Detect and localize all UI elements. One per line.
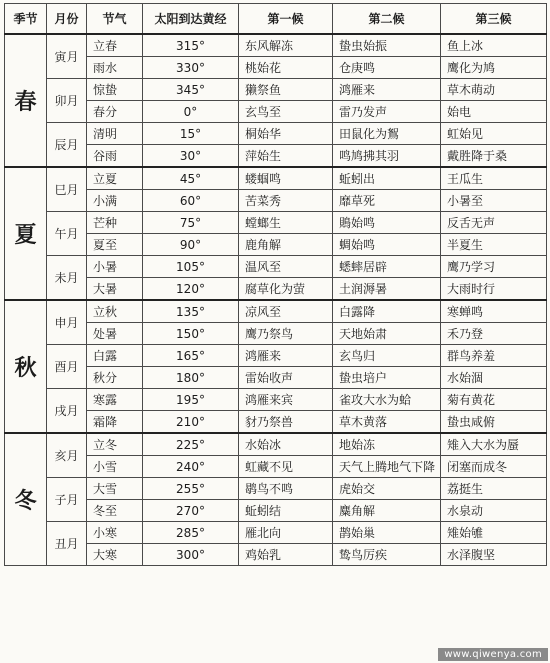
first-pentad-cell: 鹖鸟不鸣 [239,478,333,500]
second-pentad-cell: 雀攻大水为蛤 [333,389,441,411]
third-pentad-cell: 虹始见 [441,123,547,145]
third-pentad-cell: 菊有黄花 [441,389,547,411]
third-pentad-cell: 鱼上冰 [441,34,547,57]
term-cell: 大雪 [87,478,143,500]
third-pentad-cell: 始电 [441,101,547,123]
second-pentad-cell: 草木黄落 [333,411,441,434]
header-term: 节气 [87,4,143,35]
first-pentad-cell: 鸿雁来宾 [239,389,333,411]
third-pentad-cell: 禾乃登 [441,323,547,345]
longitude-cell: 315° [143,34,239,57]
term-cell: 谷雨 [87,145,143,168]
first-pentad-cell: 玄鸟至 [239,101,333,123]
first-pentad-cell: 蚯蚓结 [239,500,333,522]
solar-terms-table [4,3,547,566]
term-cell: 夏至 [87,234,143,256]
term-cell: 雨水 [87,57,143,79]
term-cell: 秋分 [87,367,143,389]
third-pentad-cell: 反舌无声 [441,212,547,234]
second-pentad-cell: 蛰虫始振 [333,34,441,57]
first-pentad-cell: 獭祭鱼 [239,79,333,101]
longitude-cell: 60° [143,190,239,212]
table-row [5,79,547,101]
second-pentad-cell: 白露降 [333,300,441,323]
table-row [5,456,547,478]
month-cell: 子月 [47,478,87,522]
longitude-cell: 300° [143,544,239,566]
third-pentad-cell: 大雨时行 [441,278,547,301]
first-pentad-cell: 螳螂生 [239,212,333,234]
month-cell: 戌月 [47,389,87,434]
term-cell: 清明 [87,123,143,145]
first-pentad-cell: 雁北向 [239,522,333,544]
longitude-cell: 0° [143,101,239,123]
table-row [5,544,547,566]
site-watermark: www.qiwenya.com [438,648,548,661]
longitude-cell: 330° [143,57,239,79]
third-pentad-cell: 半夏生 [441,234,547,256]
table-row [5,57,547,79]
second-pentad-cell: 鹊始巢 [333,522,441,544]
term-cell: 冬至 [87,500,143,522]
second-pentad-cell: 蛰虫培户 [333,367,441,389]
third-pentad-cell: 王瓜生 [441,167,547,190]
table-row [5,389,547,411]
first-pentad-cell: 东风解冻 [239,34,333,57]
second-pentad-cell: 鸣鸠拂其羽 [333,145,441,168]
term-cell: 小满 [87,190,143,212]
second-pentad-cell: 鸷鸟厉疾 [333,544,441,566]
first-pentad-cell: 水始冰 [239,433,333,456]
first-pentad-cell: 鸡始乳 [239,544,333,566]
third-pentad-cell: 闭塞而成冬 [441,456,547,478]
month-cell: 辰月 [47,123,87,168]
second-pentad-cell: 地始冻 [333,433,441,456]
month-cell: 午月 [47,212,87,256]
table-row [5,190,547,212]
table-row [5,300,547,323]
longitude-cell: 240° [143,456,239,478]
term-cell: 小暑 [87,256,143,278]
second-pentad-cell: 天气上腾地气下降 [333,456,441,478]
first-pentad-cell: 凉风至 [239,300,333,323]
term-cell: 春分 [87,101,143,123]
table-row [5,433,547,456]
first-pentad-cell: 萍始生 [239,145,333,168]
longitude-cell: 165° [143,345,239,367]
first-pentad-cell: 豺乃祭兽 [239,411,333,434]
term-cell: 惊蛰 [87,79,143,101]
third-pentad-cell: 寒蝉鸣 [441,300,547,323]
third-pentad-cell: 蛰虫咸俯 [441,411,547,434]
term-cell: 白露 [87,345,143,367]
season-cell: 春 [5,34,47,167]
season-cell: 夏 [5,167,47,300]
third-pentad-cell: 鹰化为鸠 [441,57,547,79]
longitude-cell: 120° [143,278,239,301]
second-pentad-cell: 麋角解 [333,500,441,522]
first-pentad-cell: 鹰乃祭鸟 [239,323,333,345]
second-pentad-cell: 田鼠化为鴽 [333,123,441,145]
table-row [5,278,547,301]
table-row [5,478,547,500]
month-cell: 酉月 [47,345,87,389]
table-body [5,34,547,566]
longitude-cell: 210° [143,411,239,434]
term-cell: 霜降 [87,411,143,434]
table-row [5,101,547,123]
second-pentad-cell: 土润溽暑 [333,278,441,301]
second-pentad-cell: 蚯蚓出 [333,167,441,190]
table-row [5,500,547,522]
second-pentad-cell: 玄鸟归 [333,345,441,367]
longitude-cell: 195° [143,389,239,411]
first-pentad-cell: 鸿雁来 [239,345,333,367]
third-pentad-cell: 群鸟养羞 [441,345,547,367]
month-cell: 未月 [47,256,87,301]
term-cell: 寒露 [87,389,143,411]
third-pentad-cell: 小暑至 [441,190,547,212]
table-row [5,34,547,57]
first-pentad-cell: 桃始花 [239,57,333,79]
second-pentad-cell: 虎始交 [333,478,441,500]
term-cell: 立春 [87,34,143,57]
header-month: 月份 [47,4,87,35]
month-cell: 巳月 [47,167,87,212]
third-pentad-cell: 水始涸 [441,367,547,389]
second-pentad-cell: 蜩始鸣 [333,234,441,256]
first-pentad-cell: 鹿角解 [239,234,333,256]
table-row [5,411,547,434]
longitude-cell: 180° [143,367,239,389]
longitude-cell: 90° [143,234,239,256]
season-cell: 秋 [5,300,47,433]
header-longitude: 太阳到达黄经 [143,4,239,35]
longitude-cell: 15° [143,123,239,145]
table-row [5,323,547,345]
third-pentad-cell: 雉始雊 [441,522,547,544]
longitude-cell: 345° [143,79,239,101]
term-cell: 立夏 [87,167,143,190]
table-row [5,123,547,145]
month-cell: 卯月 [47,79,87,123]
longitude-cell: 30° [143,145,239,168]
term-cell: 大寒 [87,544,143,566]
second-pentad-cell: 仓庚鸣 [333,57,441,79]
term-cell: 小寒 [87,522,143,544]
longitude-cell: 105° [143,256,239,278]
term-cell: 立冬 [87,433,143,456]
second-pentad-cell: 天地始肃 [333,323,441,345]
term-cell: 立秋 [87,300,143,323]
first-pentad-cell: 腐草化为萤 [239,278,333,301]
table-row [5,522,547,544]
table-row [5,234,547,256]
table-row [5,145,547,168]
term-cell: 大暑 [87,278,143,301]
header-third-pentad: 第三候 [441,4,547,35]
header-first-pentad: 第一候 [239,4,333,35]
second-pentad-cell: 雷乃发声 [333,101,441,123]
second-pentad-cell: 靡草死 [333,190,441,212]
longitude-cell: 135° [143,300,239,323]
term-cell: 小雪 [87,456,143,478]
first-pentad-cell: 桐始华 [239,123,333,145]
first-pentad-cell: 蝼蝈鸣 [239,167,333,190]
first-pentad-cell: 温风至 [239,256,333,278]
third-pentad-cell: 水泽腹坚 [441,544,547,566]
table-row [5,256,547,278]
table-row [5,367,547,389]
term-cell: 芒种 [87,212,143,234]
third-pentad-cell: 荔挺生 [441,478,547,500]
table-row [5,345,547,367]
first-pentad-cell: 虹藏不见 [239,456,333,478]
first-pentad-cell: 苦菜秀 [239,190,333,212]
second-pentad-cell: 鵙始鸣 [333,212,441,234]
third-pentad-cell: 戴胜降于桑 [441,145,547,168]
longitude-cell: 225° [143,433,239,456]
longitude-cell: 45° [143,167,239,190]
third-pentad-cell: 草木萌动 [441,79,547,101]
term-cell: 处暑 [87,323,143,345]
longitude-cell: 150° [143,323,239,345]
header-season: 季节 [5,4,47,35]
table-header-row [5,4,547,35]
first-pentad-cell: 雷始收声 [239,367,333,389]
month-cell: 丑月 [47,522,87,566]
season-cell: 冬 [5,433,47,566]
longitude-cell: 75° [143,212,239,234]
month-cell: 申月 [47,300,87,345]
longitude-cell: 270° [143,500,239,522]
header-second-pentad: 第二候 [333,4,441,35]
third-pentad-cell: 水泉动 [441,500,547,522]
month-cell: 亥月 [47,433,87,478]
longitude-cell: 285° [143,522,239,544]
month-cell: 寅月 [47,34,87,79]
table-row [5,212,547,234]
second-pentad-cell: 蟋蟀居辟 [333,256,441,278]
table-row [5,167,547,190]
second-pentad-cell: 鸿雁来 [333,79,441,101]
third-pentad-cell: 鹰乃学习 [441,256,547,278]
longitude-cell: 255° [143,478,239,500]
third-pentad-cell: 雉入大水为蜃 [441,433,547,456]
